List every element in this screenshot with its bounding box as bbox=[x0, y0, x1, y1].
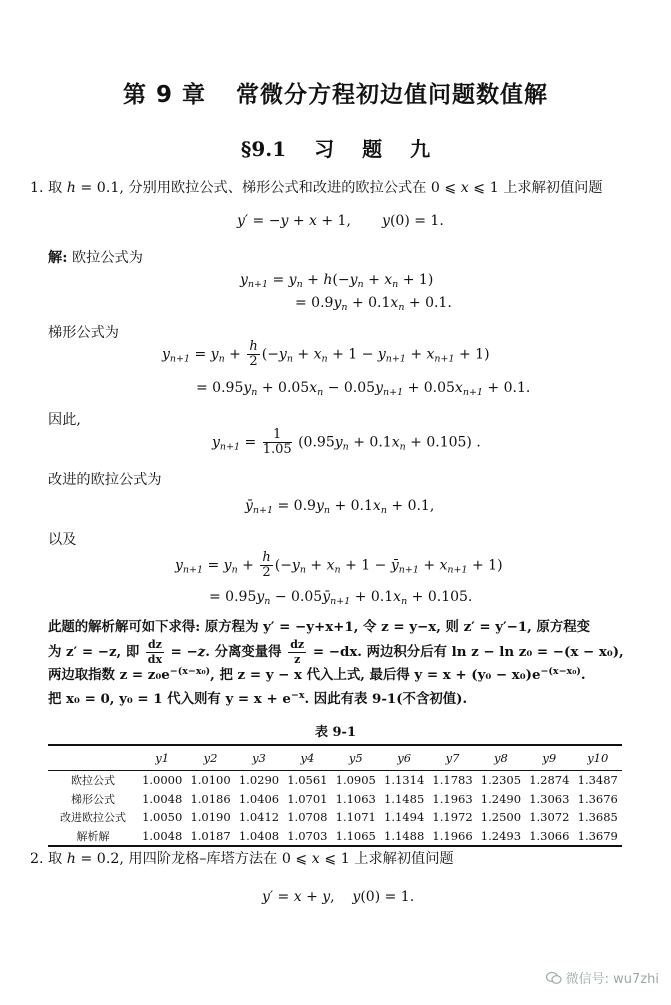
problem-1-statement bbox=[30, 178, 603, 198]
table-cell: 1.3685 bbox=[577, 810, 618, 825]
frac-den: z bbox=[294, 653, 301, 666]
var-h: h bbox=[66, 851, 76, 867]
solution-label: 解: bbox=[48, 250, 68, 266]
row-label: 梯形公式 bbox=[71, 792, 115, 806]
results-table bbox=[48, 744, 622, 847]
frac-num: dz bbox=[147, 638, 162, 651]
table-cell: 1.3676 bbox=[577, 791, 618, 806]
improved-corrector-2: = $0.95y_n$ − $0.05ȳ_{n+1} + 0.1x_n + 0.105$. bbox=[209, 589, 473, 607]
section-title-char: 题 bbox=[362, 137, 383, 161]
trap-formula-2: = $0.95y_n + 0.05x_n - 0.05y_{n+1} + 0.05x_{n+1} + 0.1$. bbox=[196, 380, 531, 398]
frac-num: dz bbox=[290, 638, 305, 651]
trap-formula-1: $y_{n+1} = y_n$ + $\frac{h}{2}$ $(-y_n + x_n + 1 - y_{n+1} + x_{n+1} + 1)$ bbox=[162, 339, 490, 369]
chapter-number: 第 9 章 bbox=[122, 82, 207, 108]
exponent: −(x−x₀) bbox=[540, 666, 581, 677]
table-cell: 1.1783 bbox=[432, 773, 473, 788]
table-cell: 1.0708 bbox=[287, 810, 328, 825]
analytic-text: , 把 z = y − x 代入上式, 最后得 y = x + (y₀ − x₀)e bbox=[210, 667, 541, 683]
euler-formula-1: $y_{n+1} = y_n + h(-y_n + x_n + 1)$ bbox=[240, 272, 434, 290]
table-cell: 1.1972 bbox=[432, 810, 473, 825]
table-header-cell: y8 bbox=[477, 745, 525, 771]
table-row bbox=[48, 808, 622, 827]
table-header-row bbox=[48, 745, 622, 771]
table-cell: 1.2305 bbox=[480, 773, 522, 788]
watermark-text: 微信号: wu7zhi bbox=[565, 972, 659, 987]
problem-2-text: 2. 取 bbox=[30, 851, 67, 867]
table-cell: 1.0412 bbox=[238, 810, 280, 825]
improved-predictor: $ȳ_{n+1} = 0.9y_n + 0.1x_n + 0.1$, bbox=[245, 498, 435, 516]
analytic-text: 两边取指数 z = z₀e bbox=[48, 667, 170, 683]
frac-den: dx bbox=[147, 653, 163, 666]
table-cell: 1.1485 bbox=[384, 791, 425, 806]
table-cell: 1.2490 bbox=[480, 791, 522, 806]
analytic-text: . 分离变量得 bbox=[205, 644, 282, 660]
and-label: 以及 bbox=[48, 532, 77, 548]
table-cell: 1.0000 bbox=[142, 773, 183, 788]
section-number: §9.1 bbox=[240, 137, 287, 161]
table-cell: 1.3072 bbox=[529, 810, 570, 825]
var-x: x bbox=[460, 180, 469, 196]
solution-line bbox=[48, 248, 143, 268]
chapter-title: 常微分方程初边值问题数值解 bbox=[236, 82, 549, 108]
table-cell: 1.0406 bbox=[238, 791, 280, 806]
analytic-line-3: 两边取指数 $z = z_0e^{-(x-x_0)}$, 把 z = y − x 代入上式, 最后得 $y = x + (y_0 - x_0)e^{-(x-x_0)}$. bbox=[48, 666, 586, 683]
table-cell: 1.0290 bbox=[238, 773, 280, 788]
table-header-cell: y10 bbox=[574, 745, 622, 771]
table-cell: 1.1966 bbox=[428, 827, 476, 847]
euler-formula-2: = $0.9y_n + 0.1x_n + 0.1$. bbox=[295, 295, 452, 313]
trap-result: $y_{n+1}$ = $\frac{1}{1.05}$ $(0.95y_n + 0.1x_n + 0.105)$ . bbox=[212, 427, 481, 457]
row-label: 解析解 bbox=[48, 827, 138, 847]
chapter-heading bbox=[0, 76, 671, 109]
table-header-cell: y7 bbox=[428, 745, 476, 771]
exponent: −x bbox=[290, 690, 305, 701]
table-cell: 1.0561 bbox=[287, 773, 328, 788]
table-cell: 1.2500 bbox=[480, 810, 522, 825]
equation-ivp-1: y′ = −y + x + 1, y(0) = 1. bbox=[237, 213, 444, 229]
analytic-text: = −dx. 两边积分后有 ln z − ln z₀ = −(x − x₀), bbox=[312, 644, 624, 660]
table-cell: 1.2493 bbox=[477, 827, 525, 847]
table-cell: 1.0100 bbox=[190, 773, 231, 788]
table-cell: 1.0905 bbox=[335, 773, 376, 788]
problem-2-text: ⩽ 1 上求解初值问题 bbox=[319, 851, 454, 867]
problem-2-statement bbox=[30, 849, 454, 869]
var-h: h bbox=[66, 180, 76, 196]
var-x: x bbox=[311, 851, 320, 867]
analytic-text: 为 z′ = −z, 即 bbox=[48, 644, 140, 660]
table-cell: 1.1065 bbox=[332, 827, 380, 847]
table-cell: 1.0701 bbox=[287, 791, 328, 806]
exponent: −(x−x₀) bbox=[169, 666, 211, 677]
table-cell: 1.3063 bbox=[529, 791, 570, 806]
section-heading bbox=[0, 133, 671, 162]
analytic-text: . 因此有表 9-1(不含初值). bbox=[304, 691, 468, 707]
table-cell: 1.3066 bbox=[525, 827, 573, 847]
table-row bbox=[48, 771, 622, 790]
euler-label: 欧拉公式为 bbox=[71, 250, 143, 266]
wechat-icon bbox=[546, 971, 562, 985]
analytic-line-1: 此题的解析解可如下求得: 原方程为 y′ = −y+x+1, 令 z = y−x, 则 z′ = y′−1, 原方程变 bbox=[48, 619, 591, 635]
table-header-cell bbox=[48, 745, 138, 771]
problem-2-text: = 0.2, 用四阶龙格–库塔方法在 0 ⩽ bbox=[75, 851, 312, 867]
section-title-char: 习 bbox=[314, 137, 335, 161]
section-title-char: 九 bbox=[410, 137, 431, 161]
table-cell: 1.1488 bbox=[380, 827, 428, 847]
table-cell: 1.0050 bbox=[142, 810, 183, 825]
improved-label: 改进的欧拉公式为 bbox=[48, 472, 162, 488]
table-header-cell: y4 bbox=[283, 745, 331, 771]
row-label: 改进欧拉公式 bbox=[60, 811, 126, 825]
table-cell: 1.0048 bbox=[138, 827, 186, 847]
table-cell: 1.0048 bbox=[142, 791, 183, 806]
table-cell: 1.1071 bbox=[335, 810, 376, 825]
table-header-cell: y2 bbox=[186, 745, 234, 771]
analytic-line-2: 为 z′ = −z, 即 $\frac{dz}{dx}$ = −z. 分离变量得 $\frac{dz}{z}$ = −dx. 两边积分后有 ln z − ln z₀ = −(x − x₀), bbox=[48, 638, 624, 666]
problem-1-text: = 0.1, 分别用欧拉公式、梯形公式和改进的欧拉公式在 0 ⩽ bbox=[75, 180, 461, 196]
problem-1-text: ⩽ 1 上求解初值问题 bbox=[468, 180, 603, 196]
problem-1-text: 1. 取 bbox=[30, 180, 67, 196]
table-cell: 1.1494 bbox=[384, 810, 425, 825]
row-label: 欧拉公式 bbox=[71, 774, 115, 788]
table-cell: 1.0190 bbox=[190, 810, 231, 825]
table-title: 表 9-1 bbox=[314, 725, 356, 740]
table-header-cell: y6 bbox=[380, 745, 428, 771]
analytic-line-4 bbox=[48, 686, 467, 709]
table-cell: 1.2874 bbox=[529, 773, 570, 788]
table-cell: 1.3679 bbox=[574, 827, 622, 847]
table-header-cell: y5 bbox=[332, 745, 380, 771]
table-header-cell: y9 bbox=[525, 745, 573, 771]
table-cell: 1.1063 bbox=[335, 791, 376, 806]
table-header-cell: y3 bbox=[235, 745, 283, 771]
table-cell: 1.0187 bbox=[186, 827, 234, 847]
therefore-label: 因此, bbox=[48, 412, 81, 428]
improved-corrector-1: $y_{n+1} = y_n$ + $\frac{h}{2}$ ($-y_n + x_n + 1$ − $ȳ_{n+1} + x_{n+1} + 1$) bbox=[175, 550, 503, 580]
table-row bbox=[48, 827, 622, 847]
equation-ivp-2: y′ = x + y, y(0) = 1. bbox=[262, 889, 415, 905]
table-cell: 1.1963 bbox=[432, 791, 473, 806]
table-cell: 1.0186 bbox=[190, 791, 231, 806]
table-cell: 1.3487 bbox=[577, 773, 618, 788]
table-cell: 1.0703 bbox=[283, 827, 331, 847]
table-cell: 1.1314 bbox=[384, 773, 425, 788]
analytic-text: 把 x₀ = 0, y₀ = 1 代入则有 y = x + e bbox=[48, 691, 291, 707]
table-row bbox=[48, 790, 622, 809]
trap-label: 梯形公式为 bbox=[48, 325, 119, 341]
table-cell: 1.0408 bbox=[235, 827, 283, 847]
watermark bbox=[546, 968, 659, 987]
table-header-cell: y1 bbox=[138, 745, 186, 771]
